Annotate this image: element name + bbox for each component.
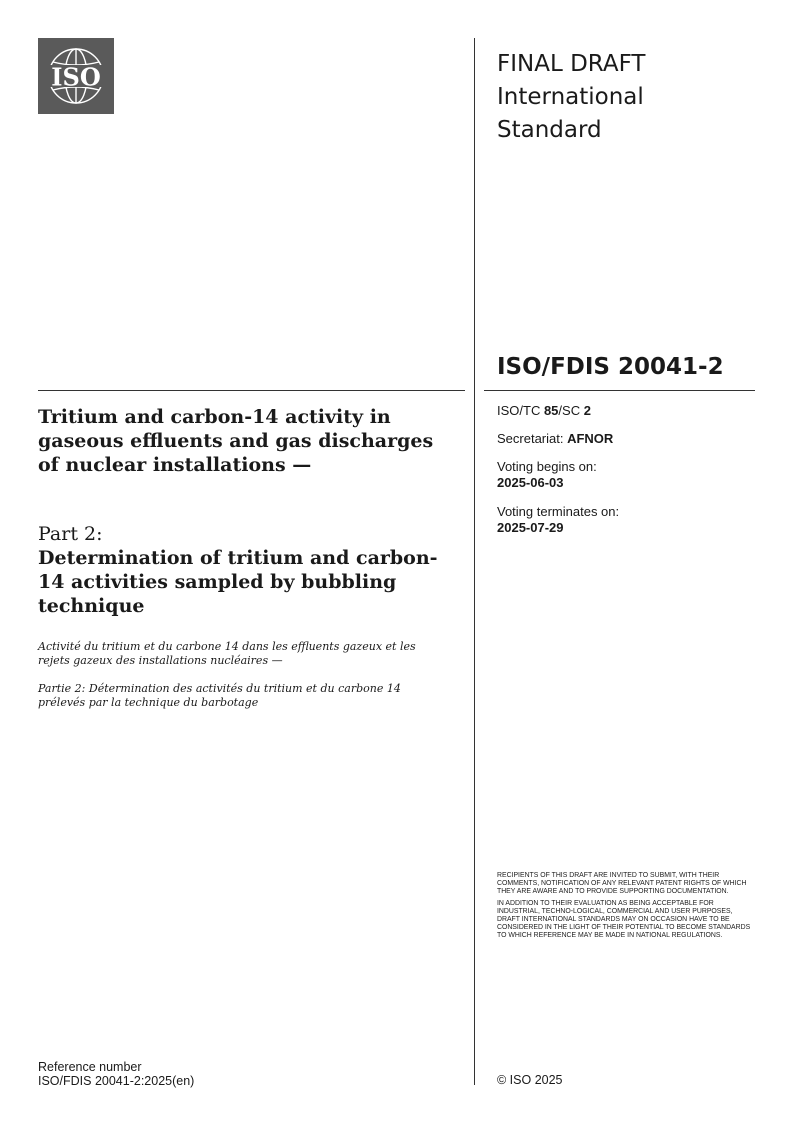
draft-status-heading [497,48,757,147]
standard-number: ISO/FDIS 20041-2 [497,354,724,380]
globe-icon [38,38,114,114]
secretariat-value: AFNOR [567,431,614,446]
part-title: Determination of tritium and carbon-14 activities sampled by bubbling technique [38,547,438,617]
sc-number: 2 [583,403,591,418]
voting-ends-date: 2025-07-29 [497,520,564,535]
reference-number [38,1060,194,1088]
right-horizontal-rule [484,390,755,391]
reference-label: Reference number [38,1060,142,1074]
committee-prefix: ISO/TC [497,403,544,418]
voting-begins [497,459,747,491]
voting-terminates [497,504,747,536]
secretariat-label: Secretariat: [497,431,568,446]
column-divider-top [474,38,475,390]
french-part-title: Partie 2: Détermination des activités du tritium et du carbone 14 prélevés par la technique du barbotage [38,682,401,709]
left-horizontal-rule [38,390,465,391]
logo-text: ISO [51,62,101,92]
voting-begins-label: Voting begins on: [497,459,597,474]
sc-separator: /SC [558,403,584,418]
french-title: Activité du tritium et du carbone 14 dans les effluents gazeux et les rejets gazeux des installations nucléaires — [38,640,416,667]
secretariat-line [497,431,747,447]
tc-number: 85 [543,403,559,418]
draft-line-3: Standard [497,117,602,143]
draft-notice [497,872,752,944]
reference-value: ISO/FDIS 20041-2:2025(en) [38,1074,195,1088]
voting-begins-date: 2025-06-03 [497,475,564,490]
part-label: Part 2: [38,523,103,545]
copyright: © ISO 2025 [497,1073,563,1087]
column-divider-bottom [474,390,475,1085]
document-title: Tritium and carbon-14 activity in gaseous effluents and gas discharges of nuclear installations — [38,406,434,476]
committee-line [497,403,747,419]
notice-paragraph-2: IN ADDITION TO THEIR EVALUATION AS BEING ACCEPTABLE FOR INDUSTRIAL, TECHNO-LOGICAL, COMMERCIAL AND USER PURPOSES, DRAFT INTERNATIONAL STANDARDS MAY ON OCCASION HAVE TO BE CONSIDERED IN THE LIGHT OF THEIR POTENTIAL TO BECOME STANDARDS TO WHICH REFERENCE MAY BE MADE IN NATIONAL REGULATIONS. [497,900,751,939]
draft-line-1: FINAL DRAFT [497,51,646,77]
notice-paragraph-1: RECIPIENTS OF THIS DRAFT ARE INVITED TO SUBMIT, WITH THEIR COMMENTS, NOTIFICATION OF ANY RELEVANT PATENT RIGHTS OF WHICH THEY ARE AWARE AND TO PROVIDE SUPPORTING DOCUMENTATION. [497,872,747,895]
draft-line-2: International [497,84,644,110]
voting-ends-label: Voting terminates on: [497,504,620,519]
iso-logo [38,38,114,114]
